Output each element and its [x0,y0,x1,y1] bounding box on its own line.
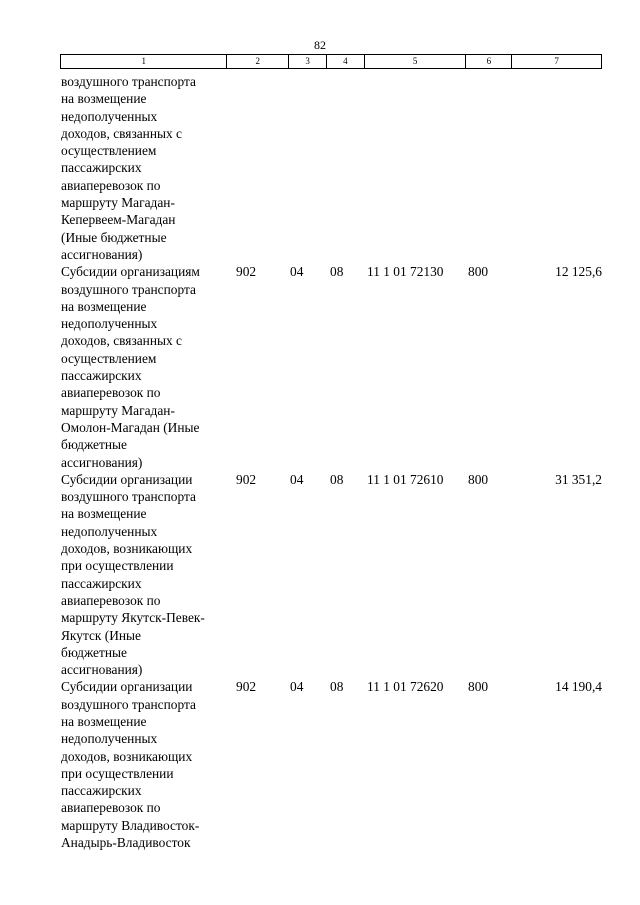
row-section-code: 04 [290,471,304,487]
row-name-line: на возмещение [61,713,147,729]
row-name-line: Субсидии организациям [61,264,200,280]
row-name-line: пассажирских [61,783,142,799]
header-col-3: 3 [289,55,327,68]
row-name-line: доходов, возникающих [61,541,193,557]
row-name-line: Кепервеем-Магадан [61,212,176,228]
row-name-line: доходов, возникающих [61,748,193,764]
row-expense-type-code [467,73,513,263]
row-ministry-code [227,73,289,263]
row-name-line: Омолон-Магадан (Иные [61,419,200,435]
row-amount [513,73,602,263]
row-name-line: на возмещение [61,298,147,314]
row-section-code: 04 [290,264,304,280]
row-name-line: авиаперевозок по [61,177,161,193]
row-name-line: на возмещение [61,91,147,107]
row-subsection-code: 08 [330,471,344,487]
row-name-line: доходов, связанных с [61,125,182,141]
header-col-7: 7 [554,56,559,66]
row-amount: 31 351,2 [555,471,602,487]
row-name-line: ассигнования) [61,662,143,678]
row-name-line: воздушного транспорта [61,74,196,89]
row-expense-type-code: 800 [468,471,489,487]
row-name-line: пассажирских [61,575,142,591]
row-section-code [289,73,327,263]
table-body [60,73,602,851]
header-col-1: 1 [61,55,227,68]
row-target-code: 11 1 01 72610 [367,471,444,487]
row-name-line: маршруту Якутск-Певек- [61,610,205,626]
header-col-2: 2 [227,55,289,68]
row-name-line: маршруту Магадан- [61,402,175,418]
table-row [60,471,602,679]
row-ministry-code: 902 [236,679,257,695]
row-name-line: маршруту Владивосток- [61,817,200,833]
row-name-line: при осуществлении [61,765,174,781]
table-row [60,678,602,851]
row-name [60,73,227,263]
row-name-line: (Иные бюджетные [61,229,167,245]
row-name-line: доходов, связанных с [61,333,182,349]
row-name-line: ассигнования) [61,246,143,262]
row-ministry-code: 902 [236,471,257,487]
table-row [60,73,602,263]
row-name-line: недополученных [61,316,158,332]
row-expense-type-code: 800 [468,264,489,280]
header-col-4: 4 [327,55,365,68]
row-amount: 14 190,4 [555,679,602,695]
row-name-line: на возмещение [61,506,147,522]
row-name-line: пассажирских [61,368,142,384]
row-name-line: Якутск (Иные [61,627,141,643]
row-target-code [365,73,467,263]
row-name-line: Субсидии организации [61,679,193,695]
row-name-line: при осуществлении [61,558,174,574]
row-name-line: недополученных [61,108,158,124]
row-name-line: пассажирских [61,160,142,176]
header-col-6: 6 [466,55,512,68]
row-name-line: осуществлением [61,350,157,366]
row-name [60,471,227,679]
row-name-line: маршруту Магадан- [61,195,175,211]
row-amount: 12 125,6 [555,264,602,280]
row-subsection-code: 08 [330,679,344,695]
table-header [60,54,602,69]
row-target-code: 11 1 01 72130 [367,264,444,280]
row-subsection-code: 08 [330,264,344,280]
row-name-line: воздушного транспорта [61,281,196,297]
row-name-line: Субсидии организации [61,471,193,487]
row-name-line: недополученных [61,523,158,539]
row-name-line: бюджетные [61,437,127,453]
row-subsection-code [327,73,365,263]
row-name-line: бюджетные [61,644,127,660]
row-name-line: недополученных [61,731,158,747]
row-target-code: 11 1 01 72620 [367,679,444,695]
table-row [60,263,602,471]
row-section-code: 04 [290,679,304,695]
row-name-line: воздушного транспорта [61,489,196,505]
row-ministry-code: 902 [236,264,257,280]
page-number: 82 [314,38,326,52]
row-expense-type-code: 800 [468,679,489,695]
row-name-line: авиаперевозок по [61,592,161,608]
row-name-line: Анадырь-Владивосток [61,835,191,851]
row-name-line: воздушного транспорта [61,696,196,712]
row-name-line: авиаперевозок по [61,800,161,816]
row-name [60,678,227,851]
row-name [60,263,227,471]
header-col-5: 5 [365,55,467,68]
row-name-line: ассигнования) [61,454,143,470]
row-name-line: авиаперевозок по [61,385,161,401]
row-name-line: осуществлением [61,143,157,159]
